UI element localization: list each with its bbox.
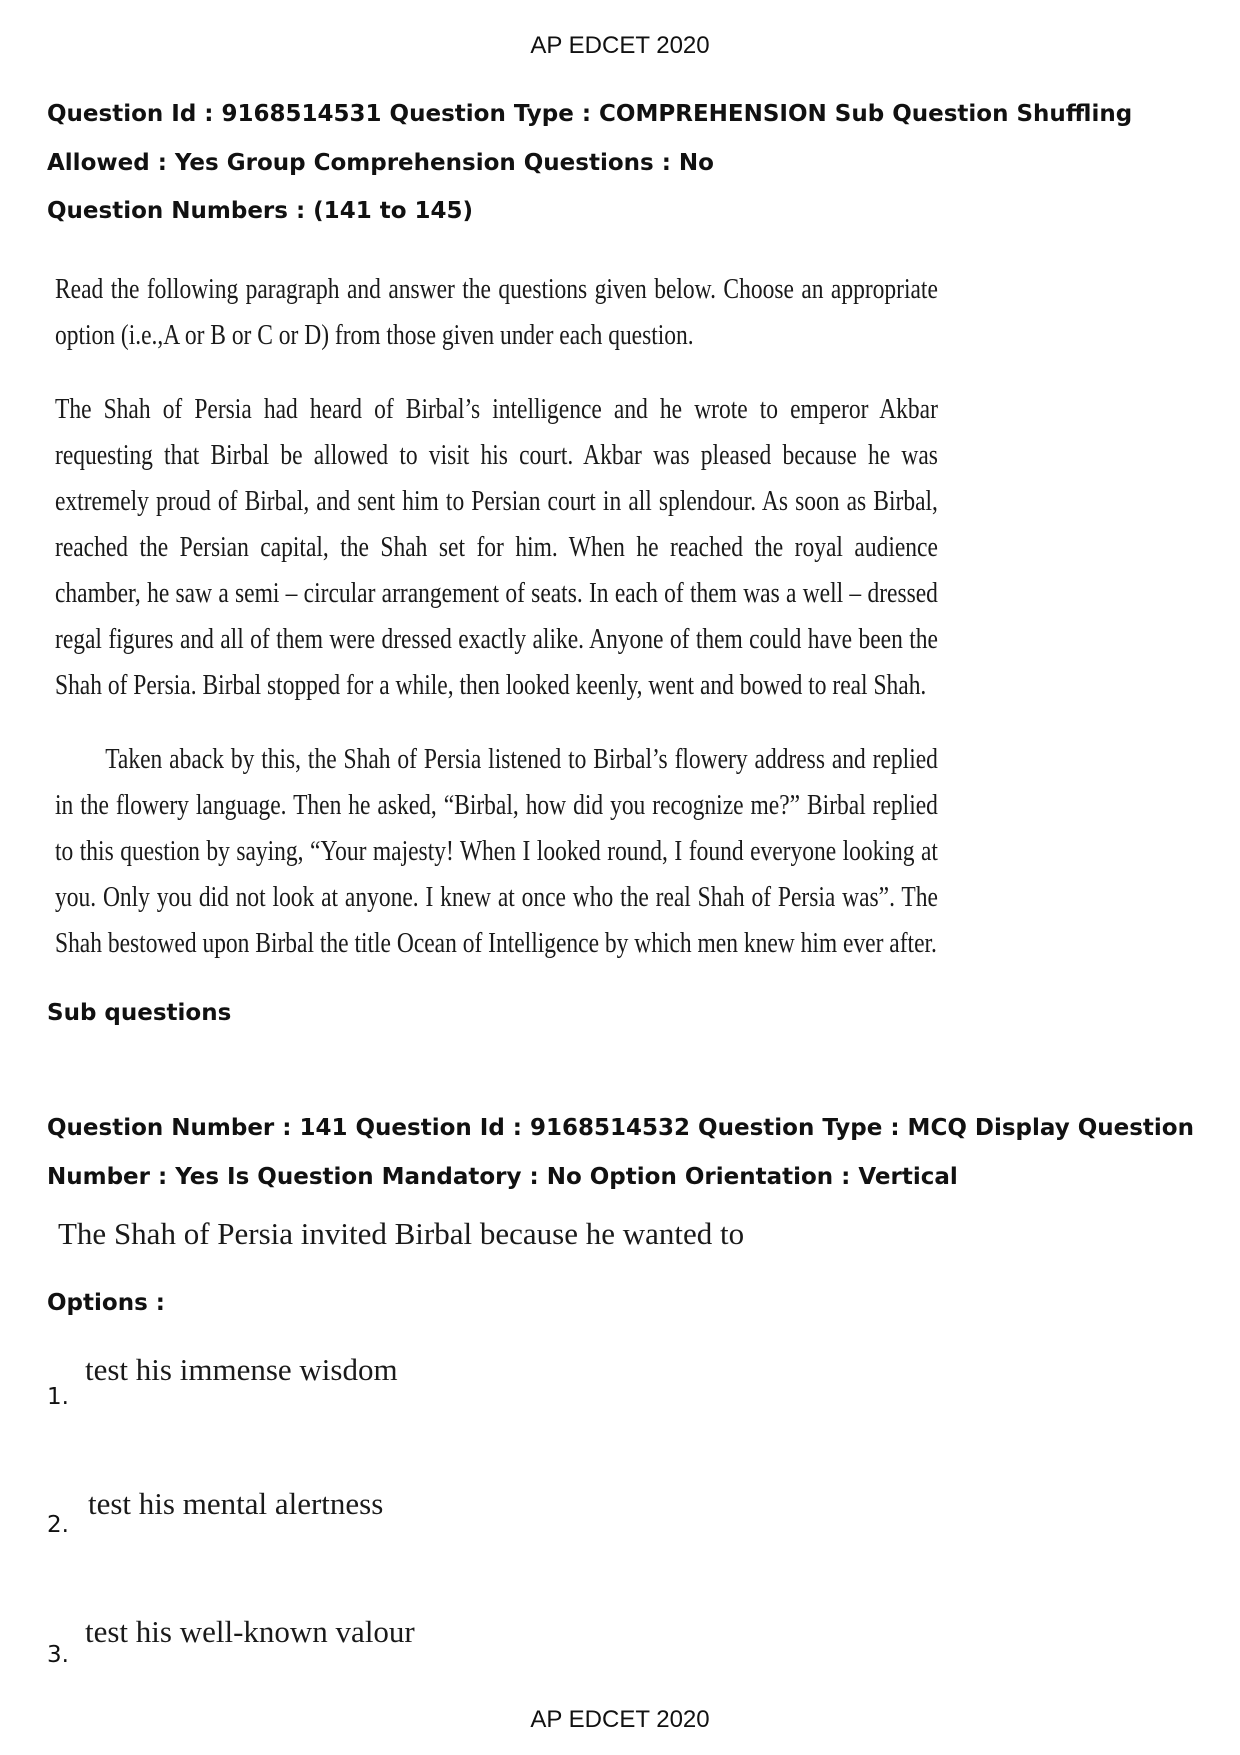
option-number-2: 2.	[47, 1512, 69, 1538]
page-header: AP EDCET 2020	[530, 32, 710, 59]
option-text-1: test his immense wisdom	[85, 1352, 398, 1387]
passage-paragraph-1: The Shah of Persia had heard of Birbal’s intelligence and he wrote to emperor Akbar requesting that Birbal be allowed to visit his court. Akbar was pleased because he was extremely proud of Birbal, and sent him to Persian court in all splendour. As soon as Birbal, reached the Persian capital, the Shah set for him. When he reached the royal audience chamber, he saw a semi – circular arrangement of seats. In each of them was a well – dressed regal figures and all of them were dressed exactly alike. Anyone of them could have been the Shah of Persia. Birbal stopped for a while, then looked keenly, went and bowed to real Shah.	[55, 393, 938, 701]
question-stem: The Shah of Persia invited Birbal because he wanted to	[58, 1216, 745, 1251]
question-meta: Question Number : 141 Question Id : 9168514532 Question Type : MCQ Display Question Number : Yes Is Question Mandatory : No Option Orientation : Vertical	[47, 1115, 1194, 1190]
option-text-2: test his mental alertness	[88, 1486, 384, 1521]
option-text-3: test his well-known valour	[85, 1614, 415, 1649]
option-number-1: 1.	[47, 1384, 69, 1410]
passage-instruction: Read the following paragraph and answer the questions given below. Choose an appropriate option (i.e.,A or B or C or D) from those given under each question.	[55, 273, 938, 351]
passage-paragraph-2: Taken aback by this, the Shah of Persia listened to Birbal’s flowery address and replied in the flowery language. Then he asked, “Birbal, how did you recognize me?” Birbal replied to this question by saying, “Your majesty! When I looked round, I found everyone looking at you. Only you did not look at anyone. I knew at once who the real Shah of Persia was”. The Shah bestowed upon Birbal the title Ocean of Intelligence by which men knew him ever after.	[55, 743, 938, 959]
page-footer: AP EDCET 2020	[530, 1706, 710, 1733]
options-label: Options :	[47, 1290, 165, 1316]
question-numbers: Question Numbers : (141 to 145)	[47, 198, 474, 224]
sub-questions-label: Sub questions	[47, 1000, 232, 1026]
comprehension-meta: Question Id : 9168514531 Question Type : COMPREHENSION Sub Question Shuffling Allowed : Yes Group Comprehension Questions : No	[47, 101, 1133, 176]
option-number-3: 3.	[47, 1642, 69, 1668]
passage-image	[55, 266, 938, 994]
